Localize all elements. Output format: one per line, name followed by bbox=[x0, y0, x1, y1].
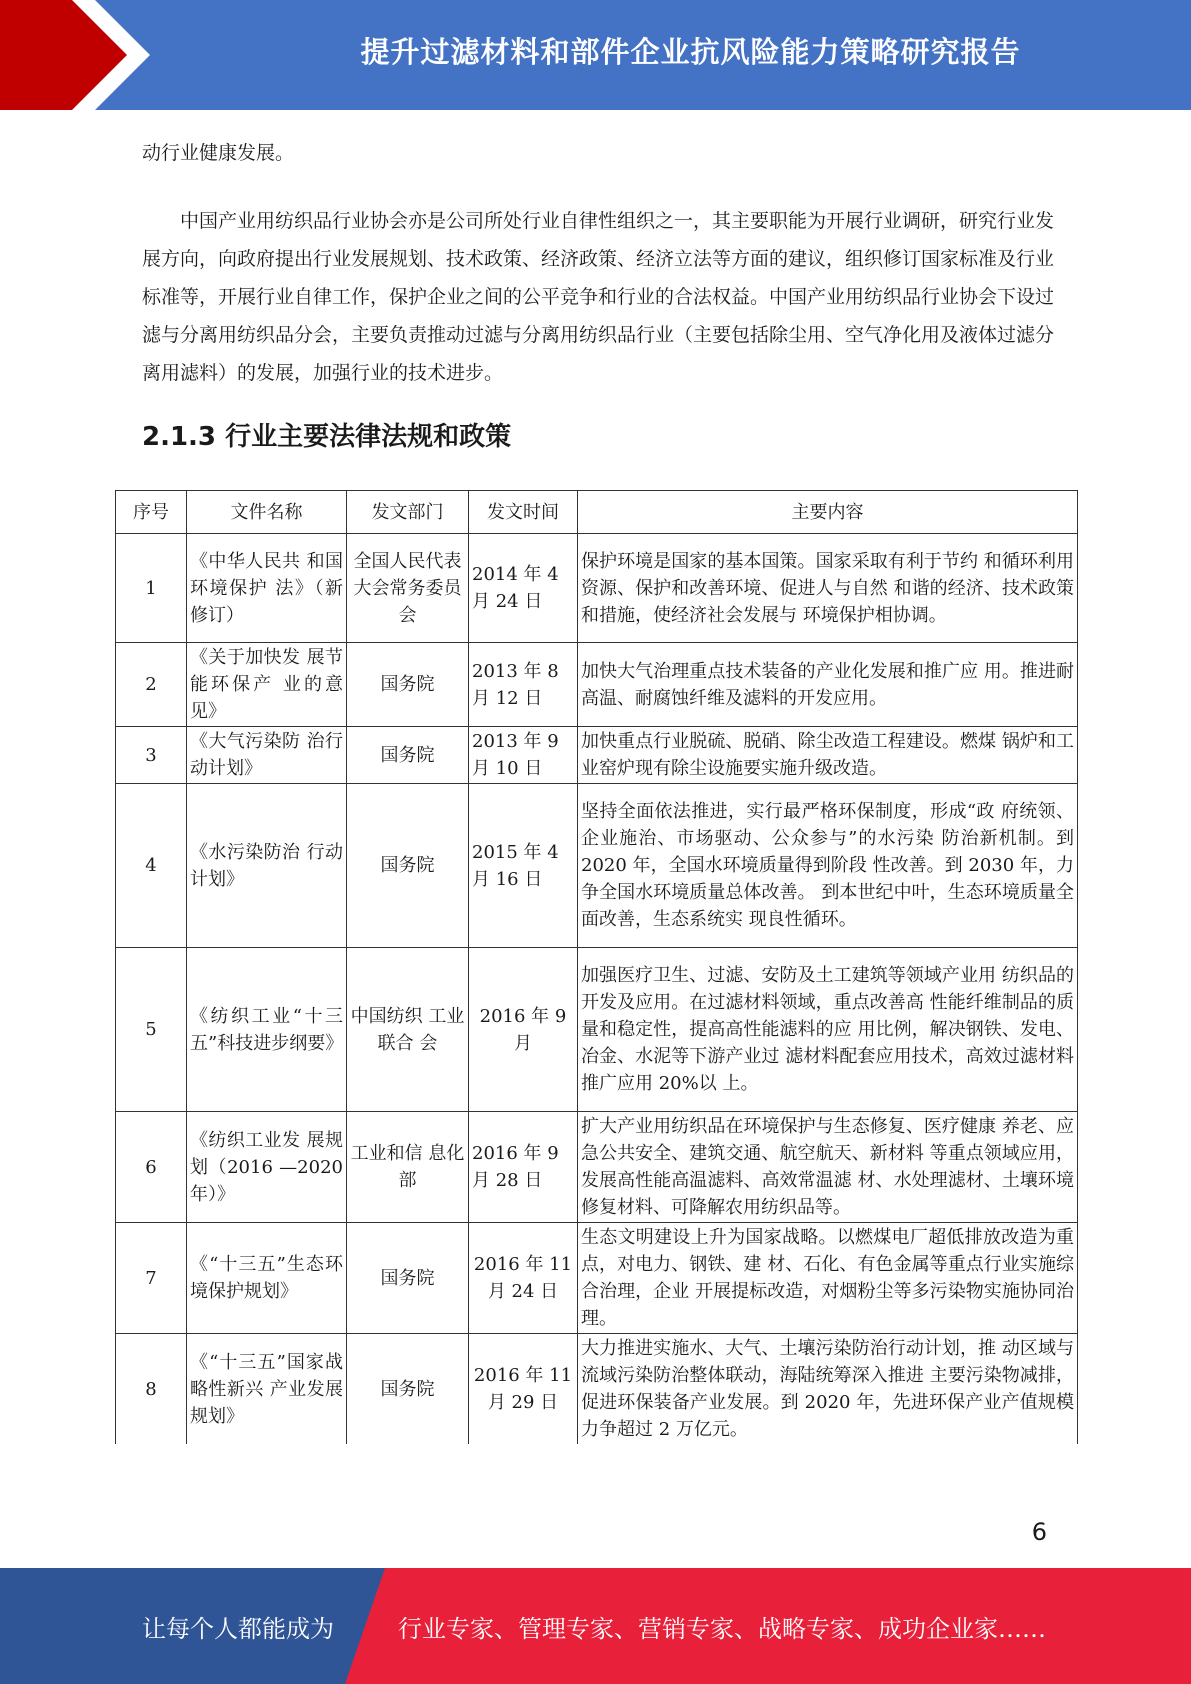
table-row bbox=[116, 1334, 1078, 1445]
header-doc-name: 文件名称 bbox=[187, 491, 347, 534]
table-header-row bbox=[116, 491, 1078, 534]
cell-content: 保护环境是国家的基本国策。国家采取有利于节约 和循环利用资源、保护和改善环境、促进人与自然 和谐的经济、技术政策和措施，使经济社会发展与 环境保护相协调。 bbox=[578, 534, 1078, 643]
cell-index: 2 bbox=[116, 643, 187, 727]
table-row bbox=[116, 727, 1078, 784]
cell-date: 2016 年 11 月 24 日 bbox=[469, 1223, 578, 1334]
cell-doc-name: 《关于加快发 展节能环保产 业的意见》 bbox=[187, 643, 347, 727]
table-row bbox=[116, 534, 1078, 643]
cell-date: 2015 年 4 月 16 日 bbox=[469, 784, 578, 948]
policy-table bbox=[115, 490, 1078, 1444]
cell-index: 6 bbox=[116, 1112, 187, 1223]
table-row bbox=[116, 948, 1078, 1112]
cell-index: 5 bbox=[116, 948, 187, 1112]
header-arrow-icon bbox=[0, 0, 160, 110]
paragraph-continuation: 动行业健康发展。 bbox=[142, 142, 295, 164]
cell-doc-name: 《纺织工业发 展规划（2016 —2020 年）》 bbox=[187, 1112, 347, 1223]
footer-slogan-right: 行业专家、管理专家、营销专家、战略专家、成功企业家…… bbox=[398, 1614, 1046, 1643]
cell-doc-name: 《水污染防治 行动计划》 bbox=[187, 784, 347, 948]
cell-date: 2016 年 11 月 29 日 bbox=[469, 1334, 578, 1445]
cell-department: 国务院 bbox=[347, 643, 469, 727]
cell-department: 工业和信 息化部 bbox=[347, 1112, 469, 1223]
cell-doc-name: 《“十三五”国家战略性新兴 产业发展规划》 bbox=[187, 1334, 347, 1445]
cell-department: 全国人民代表大会常务委员会 bbox=[347, 534, 469, 643]
cell-content: 坚持全面依法推进，实行最严格环保制度，形成“政 府统领、企业施治、市场驱动、公众参与”的水污染 防治新机制。到 2020 年，全国水环境质量得到阶段 性改善。到 2030 年，力争全国水环境质量总体改善。 到本世纪中叶，生态环境质量全面改善，生态系统实 现良性循环。 bbox=[578, 784, 1078, 948]
cell-date: 2013 年 9 月 10 日 bbox=[469, 727, 578, 784]
cell-index: 8 bbox=[116, 1334, 187, 1445]
cell-department: 国务院 bbox=[347, 784, 469, 948]
section-title: 2.1.3 行业主要法律法规和政策 bbox=[142, 422, 512, 452]
cell-date: 2013 年 8 月 12 日 bbox=[469, 643, 578, 727]
paragraph-association: 中国产业用纺织品行业协会亦是公司所处行业自律性组织之一，其主要职能为开展行业调研，研究行业发展方向，向政府提出行业发展规划、技术政策、经济政策、经济立法等方面的建议，组织修订国家标准及行业标准等，开展行业自律工作，保护企业之间的公平竞争和行业的合法权益。中国产业用纺织品行业协会下设过滤与分离用纺织品分会，主要负责推动过滤与分离用纺织品行业（主要包括除尘用、空气净化用及液体过滤分离用滤料）的发展，加强行业的技术进步。 bbox=[142, 210, 1055, 384]
cell-content: 加快大气治理重点技术装备的产业化发展和推广应 用。推进耐高温、耐腐蚀纤维及滤料的开发应用。 bbox=[578, 643, 1078, 727]
cell-department: 国务院 bbox=[347, 727, 469, 784]
table-row bbox=[116, 1223, 1078, 1334]
cell-content: 扩大产业用纺织品在环境保护与生态修复、医疗健康 养老、应急公共安全、建筑交通、航空航天、新材料 等重点领域应用，发展高性能高温滤料、高效常温滤 材、水处理滤材、土壤环境修复材料、可降解农用纺织品等。 bbox=[578, 1112, 1078, 1223]
cell-content: 加快重点行业脱硫、脱硝、除尘改造工程建设。燃煤 锅炉和工业窑炉现有除尘设施要实施升级改造。 bbox=[578, 727, 1078, 784]
table-row bbox=[116, 643, 1078, 727]
cell-department: 国务院 bbox=[347, 1223, 469, 1334]
header-index: 序号 bbox=[116, 491, 187, 534]
page-number: 6 bbox=[1031, 1518, 1047, 1546]
header-content: 主要内容 bbox=[578, 491, 1078, 534]
cell-index: 3 bbox=[116, 727, 187, 784]
cell-date: 2016 年 9 月 bbox=[469, 948, 578, 1112]
header-date: 发文时间 bbox=[469, 491, 578, 534]
cell-doc-name: 《“十三五”生态环境保护规划》 bbox=[187, 1223, 347, 1334]
cell-doc-name: 《中华人民共 和国环境保护 法》（新修订） bbox=[187, 534, 347, 643]
cell-index: 4 bbox=[116, 784, 187, 948]
cell-date: 2016 年 9 月 28 日 bbox=[469, 1112, 578, 1223]
cell-doc-name: 《纺织工业“十三五”科技进步纲要》 bbox=[187, 948, 347, 1112]
cell-content: 大力推进实施水、大气、土壤污染防治行动计划，推 动区域与流域污染防治整体联动，海陆统筹深入推进 主要污染物减排，促进环保装备产业发展。到 2020 年，先进环保产业产值规模力争超过 2 万亿元。 bbox=[578, 1334, 1078, 1445]
cell-department: 中国纺织 工业联合 会 bbox=[347, 948, 469, 1112]
cell-department: 国务院 bbox=[347, 1334, 469, 1445]
cell-index: 1 bbox=[116, 534, 187, 643]
cell-content: 生态文明建设上升为国家战略。以燃煤电厂超低排放改造为重点，对电力、钢铁、建 材、石化、有色金属等重点行业实施综合治理，企业 开展提标改造，对烟粉尘等多污染物实施协同治理。 bbox=[578, 1223, 1078, 1334]
header-department: 发文部门 bbox=[347, 491, 469, 534]
footer-slogan-left: 让每个人都能成为 bbox=[142, 1614, 334, 1643]
table-row bbox=[116, 1112, 1078, 1223]
cell-content: 加强医疗卫生、过滤、安防及土工建筑等领域产业用 纺织品的开发及应用。在过滤材料领域，重点改善高 性能纤维制品的质量和稳定性，提高高性能滤料的应 用比例，解决钢铁、发电、冶金、水泥等下游产业过 滤材料配套应用技术，高效过滤材料推广应用 20%以 上。 bbox=[578, 948, 1078, 1112]
cell-date: 2014 年 4 月 24 日 bbox=[469, 534, 578, 643]
page-footer bbox=[0, 1568, 1191, 1684]
cell-doc-name: 《大气污染防 治行动计划》 bbox=[187, 727, 347, 784]
page-header bbox=[0, 0, 1191, 110]
header-title: 提升过滤材料和部件企业抗风险能力策略研究报告 bbox=[360, 34, 1021, 69]
cell-index: 7 bbox=[116, 1223, 187, 1334]
table-row bbox=[116, 784, 1078, 948]
